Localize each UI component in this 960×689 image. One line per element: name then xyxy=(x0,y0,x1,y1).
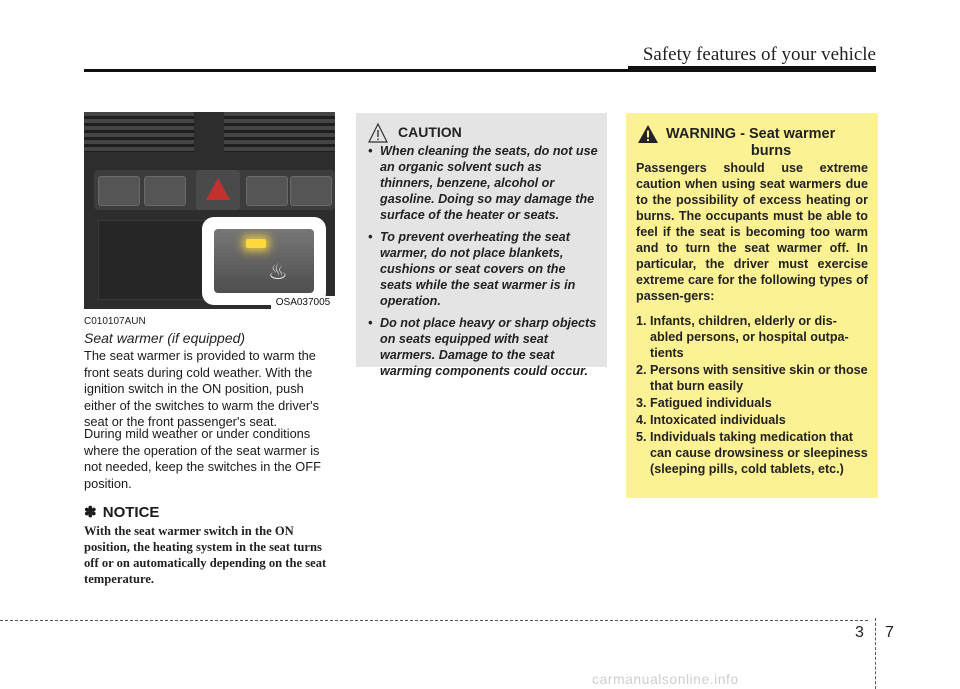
seat-warmer-switch-photo xyxy=(84,112,335,309)
warning-triangle-icon xyxy=(638,125,658,143)
warning-item: 5. Individuals taking medication that can cause drowsiness or sleepiness (sleeping pills, cold tablets, etc.) xyxy=(636,430,868,476)
air-vent-right xyxy=(224,112,335,152)
chapter-number: 3 xyxy=(855,624,864,641)
warning-item: 2. Persons with sensitive skin or those that burn easily xyxy=(636,363,868,393)
photo-reference-code: OSA037005 xyxy=(271,296,335,309)
section-code: C010107AUN xyxy=(84,316,146,327)
zoomed-seat-warmer-switch xyxy=(214,229,314,293)
section-title: Seat warmer (if equipped) xyxy=(84,330,246,346)
warning-title: WARNING - Seat warmer xyxy=(666,126,836,142)
header-rule-accent xyxy=(628,66,876,72)
warning-list xyxy=(636,313,868,478)
caution-item: • When cleaning the seats, do not use an organic solvent such as thinners, benzene, alcohol or gasoline. Doing so may damage the surface of the heater or seats. xyxy=(368,144,598,222)
paragraph: During mild weather or under conditions where the operation of the seat warmer is not needed, keep the switches in the OFF position. xyxy=(84,426,321,491)
caution-list xyxy=(368,143,598,385)
footer-rule xyxy=(0,620,868,621)
air-vent-left xyxy=(84,112,194,152)
page-number: 7 xyxy=(885,624,894,641)
indicator-light xyxy=(246,239,266,248)
blank-switch xyxy=(246,176,288,206)
zoom-callout xyxy=(202,217,326,305)
notice-title: NOTICE xyxy=(102,504,160,521)
bullet: • xyxy=(368,230,373,244)
caution-item: • To prevent overheating the seat warmer, do not place blankets, cushions or seat covers on the seats while the seat warmer is in operation. xyxy=(368,230,576,308)
hazard-icon xyxy=(206,178,230,200)
passenger-seat-warmer-switch xyxy=(290,176,332,206)
notice-heading xyxy=(84,503,159,521)
caution-item: • Do not place heavy or sharp objects on seats equipped with seat warmers. Damage to the seat warming components could occur. xyxy=(368,316,597,378)
warning-item: 4. Intoxicated individuals xyxy=(636,413,786,427)
paragraph: The seat warmer is provided to warm the front seats during cold weather. With the ignition switch in the ON position, push either of the switches to warm the driver's seat or the front passenger's seat. xyxy=(84,348,320,430)
notice-symbol-icon: ✽ xyxy=(84,504,97,521)
blank-switch xyxy=(144,176,186,206)
notice-body: With the seat warmer switch in the ON position, the heating system in the seat turns off or on automatically depending on the seat temperature. xyxy=(84,524,327,586)
seat-heater-icon: ♨ xyxy=(268,259,288,284)
header-title: Safety features of your vehicle xyxy=(642,44,876,65)
warning-subtitle: burns xyxy=(750,143,792,159)
hazard-button xyxy=(196,170,240,210)
watermark: carmanualsonline.info xyxy=(592,671,739,687)
warning-box xyxy=(626,113,878,498)
bullet: • xyxy=(368,316,373,330)
page-number-divider xyxy=(875,618,876,689)
bullet: • xyxy=(368,144,373,158)
warning-item: 1. Infants, children, elderly or dis-abled persons, or hospital outpa-tients xyxy=(636,314,849,360)
caution-box xyxy=(356,113,607,378)
warning-body: Passengers should use extreme caution when using seat warmers due to the possibility of excess heating or burns. The occupants must be able to feel if the seat is becoming too warm and to turn the seat warmer off. In particular, the driver must exercise extreme care for the following types of passen-gers: xyxy=(636,161,868,303)
caution-title: CAUTION xyxy=(398,124,462,140)
lower-panel xyxy=(98,220,218,300)
driver-seat-warmer-switch xyxy=(98,176,140,206)
warning-item: 3. Fatigued individuals xyxy=(636,396,772,410)
caution-triangle-icon xyxy=(368,123,388,143)
